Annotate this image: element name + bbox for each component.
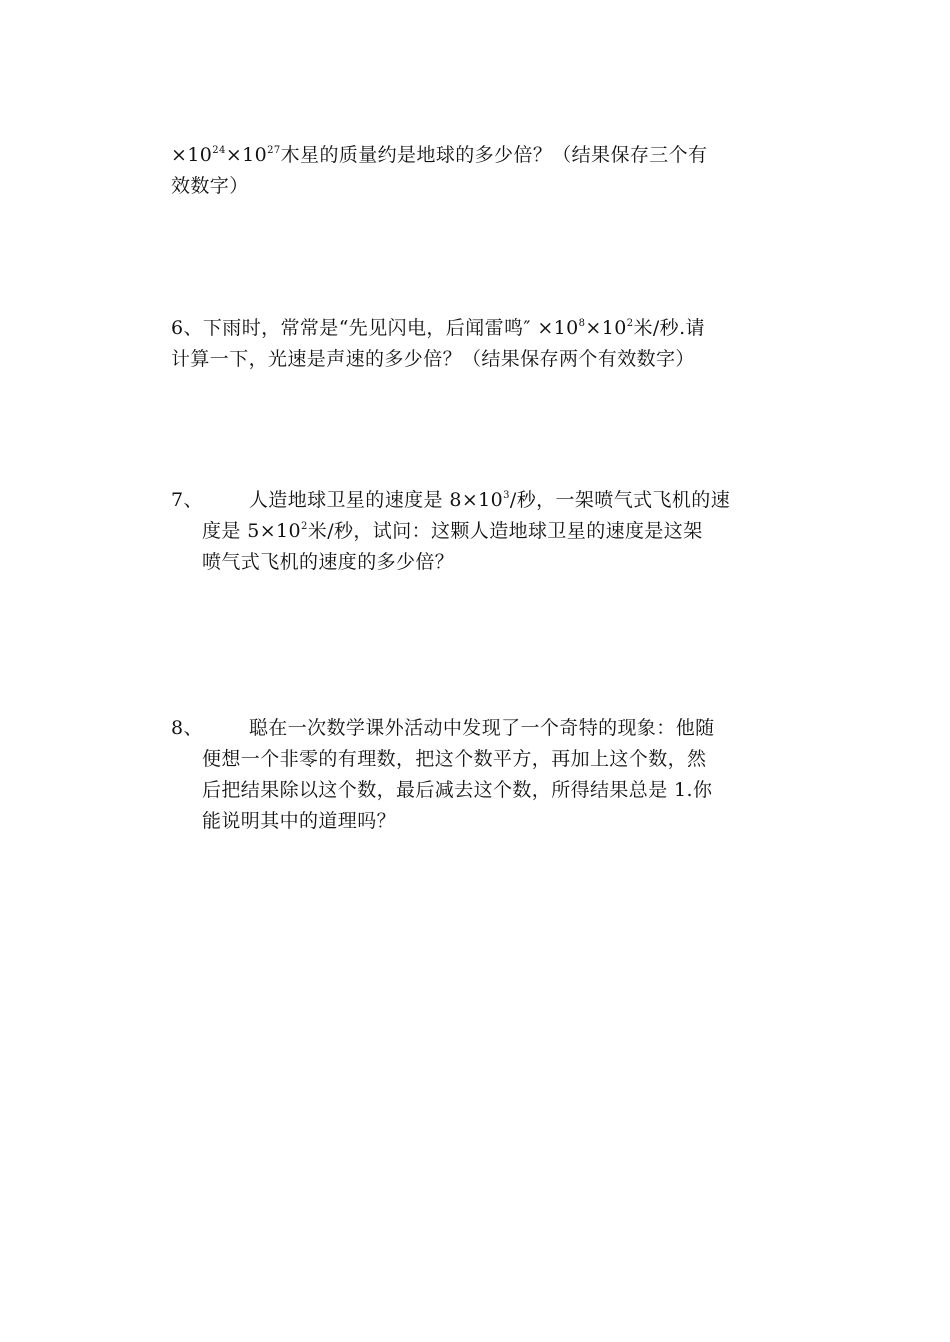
question-7-text-c: 度是 5×10 — [202, 520, 302, 542]
question-8-text: 聪在一次数学课外活动中发现了一个奇特的现象：他随 — [248, 717, 715, 739]
question-5 — [171, 140, 781, 202]
question-8-line-4: 能说明其中的道理吗？ — [202, 810, 397, 832]
question-7-number: 7、 — [171, 489, 203, 511]
times-ten-1: ×10 — [537, 317, 579, 339]
question-6-number: 6、 — [171, 317, 203, 339]
question-6-line-1 — [171, 313, 781, 344]
times-ten-2: ×10 — [225, 144, 268, 166]
question-8-line-3: 后把结果除以这个数，最后减去这个数，所得结果总是 1.你 — [202, 779, 713, 801]
question-7-text-b: /秒，一架喷气式飞机的速 — [509, 489, 731, 511]
question-6-unit: 米/秒.请 — [633, 317, 705, 339]
question-5-line-2: 效数字） — [171, 175, 249, 197]
question-7 — [171, 485, 781, 578]
question-5-line-1 — [171, 140, 781, 171]
question-7-line-1 — [171, 485, 781, 516]
question-8-line-1 — [171, 713, 781, 744]
times-ten-2: ×10 — [585, 317, 627, 339]
question-6 — [171, 313, 781, 375]
question-7-text-a: 人造地球卫星的速度是 8×10 — [248, 489, 504, 511]
question-7-text-d: 米/秒，试问：这颗人造地球卫星的速度是这架 — [307, 520, 703, 542]
exponent-1: 3 — [503, 489, 510, 501]
question-8 — [171, 713, 781, 837]
exponent-2: 2 — [626, 317, 634, 329]
question-5-text: 木星的质量约是地球的多少倍？（结果保存三个有 — [280, 144, 708, 166]
times-ten-1: ×10 — [171, 144, 213, 166]
question-7-line-3: 喷气式飞机的速度的多少倍？ — [202, 551, 455, 573]
question-7-line-2 — [171, 516, 781, 547]
question-6-text: 下雨时，常常是“先见闪电，后闻雷鸣″ — [202, 317, 538, 339]
exponent-1: 24 — [212, 144, 226, 156]
question-8-line-2: 便想一个非零的有理数，把这个数平方，再加上这个数，然 — [202, 748, 707, 770]
question-8-number: 8、 — [171, 717, 203, 739]
exponent-2: 2 — [301, 520, 308, 532]
exponent-2: 27 — [267, 144, 281, 156]
exponent-1: 8 — [578, 317, 586, 329]
question-6-line-2: 计算一下，光速是声速的多少倍？（结果保存两个有效数字） — [171, 348, 695, 370]
